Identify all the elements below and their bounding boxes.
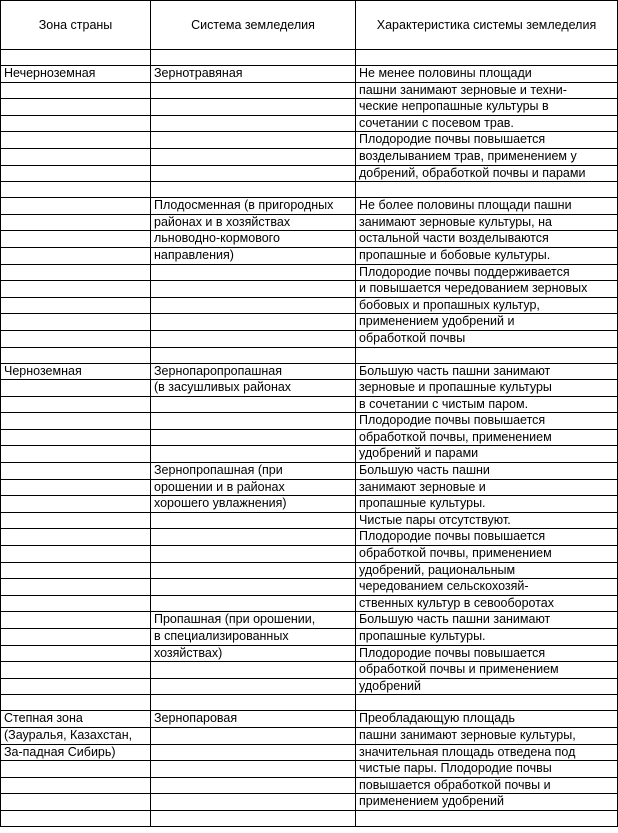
zone-cell <box>1 612 151 629</box>
zone-cell <box>1 695 151 711</box>
zone-cell <box>1 231 151 248</box>
system-cell <box>151 429 356 446</box>
table-row <box>1 330 618 347</box>
zone-cell: Степная зона <box>1 711 151 728</box>
table-row <box>1 115 618 132</box>
characteristic-cell: Большую часть пашни <box>356 463 618 480</box>
header-row <box>1 1 618 50</box>
zone-cell <box>1 132 151 149</box>
table-row <box>1 165 618 182</box>
characteristic-cell: зерновые и пропашные культуры <box>356 380 618 397</box>
system-cell <box>151 82 356 99</box>
table-row <box>1 182 618 198</box>
characteristic-cell: Плодородие почвы повышается <box>356 132 618 149</box>
characteristic-cell <box>356 50 618 66</box>
characteristic-cell: Большую часть пашни занимают <box>356 363 618 380</box>
system-cell <box>151 678 356 695</box>
system-cell <box>151 148 356 165</box>
zone-cell <box>1 115 151 132</box>
zone-cell <box>1 396 151 413</box>
header-system: Система земледелия <box>151 1 356 50</box>
characteristic-cell <box>356 695 618 711</box>
zone-cell <box>1 662 151 679</box>
system-cell <box>151 695 356 711</box>
characteristic-cell: значительная площадь отведена под <box>356 744 618 761</box>
zone-cell <box>1 446 151 463</box>
table-row <box>1 429 618 446</box>
table-row <box>1 662 618 679</box>
zone-cell <box>1 182 151 198</box>
table-row <box>1 314 618 331</box>
characteristic-cell: остальной части возделываются <box>356 231 618 248</box>
table-row <box>1 446 618 463</box>
zone-cell <box>1 761 151 778</box>
table-row <box>1 612 618 629</box>
zone-cell <box>1 214 151 231</box>
zone-cell <box>1 546 151 563</box>
characteristic-cell: пропашные культуры. <box>356 496 618 513</box>
system-cell <box>151 281 356 298</box>
characteristic-cell: пропашные и бобовые культуры. <box>356 247 618 264</box>
system-cell: льноводно-кормового <box>151 231 356 248</box>
table-row <box>1 479 618 496</box>
table-row <box>1 347 618 363</box>
system-cell <box>151 794 356 811</box>
system-cell: Зернопропашная (при <box>151 463 356 480</box>
system-cell <box>151 330 356 347</box>
table-row <box>1 214 618 231</box>
characteristic-cell: ческие непропашные культуры в <box>356 99 618 116</box>
characteristic-cell: Плодородие почвы повышается <box>356 529 618 546</box>
characteristic-cell: чистые пары. Плодородие почвы <box>356 761 618 778</box>
zone-cell <box>1 463 151 480</box>
zone-cell <box>1 479 151 496</box>
characteristic-cell: обработкой почвы, применением <box>356 429 618 446</box>
header-zone: Зона страны <box>1 1 151 50</box>
system-cell <box>151 777 356 794</box>
table-row <box>1 744 618 761</box>
zone-cell <box>1 148 151 165</box>
zone-cell <box>1 429 151 446</box>
characteristic-cell: Преобладающую площадь <box>356 711 618 728</box>
table-row <box>1 629 618 646</box>
system-cell <box>151 810 356 826</box>
characteristic-cell: повышается обработкой почвы и <box>356 777 618 794</box>
zone-cell <box>1 314 151 331</box>
table-row <box>1 794 618 811</box>
zone-cell <box>1 629 151 646</box>
zone-cell <box>1 347 151 363</box>
characteristic-cell: пропашные культуры. <box>356 629 618 646</box>
table-row <box>1 645 618 662</box>
characteristic-cell: Не менее половины площади <box>356 66 618 83</box>
system-cell: (в засушливых районах <box>151 380 356 397</box>
zone-cell <box>1 512 151 529</box>
system-cell <box>151 579 356 596</box>
system-cell <box>151 115 356 132</box>
characteristic-cell: Плодородие почвы повышается <box>356 645 618 662</box>
table-row <box>1 579 618 596</box>
zone-cell: Нечерноземная <box>1 66 151 83</box>
table-row <box>1 132 618 149</box>
system-cell <box>151 512 356 529</box>
zone-cell <box>1 82 151 99</box>
characteristic-cell: занимают зерновые и <box>356 479 618 496</box>
system-cell <box>151 761 356 778</box>
table-row <box>1 396 618 413</box>
system-cell <box>151 297 356 314</box>
system-cell: хозяйствах) <box>151 645 356 662</box>
zone-cell <box>1 810 151 826</box>
characteristic-cell: применением удобрений <box>356 794 618 811</box>
zone-cell <box>1 562 151 579</box>
table-row <box>1 380 618 397</box>
table-row <box>1 50 618 66</box>
system-cell: направления) <box>151 247 356 264</box>
table-row <box>1 82 618 99</box>
system-cell <box>151 562 356 579</box>
zone-cell <box>1 264 151 281</box>
table-row <box>1 711 618 728</box>
characteristic-cell: сочетании с посевом трав. <box>356 115 618 132</box>
table-row <box>1 413 618 430</box>
characteristic-cell: применением удобрений и <box>356 314 618 331</box>
characteristic-cell: обработкой почвы, применением <box>356 546 618 563</box>
table-row <box>1 562 618 579</box>
table-row <box>1 247 618 264</box>
table-row <box>1 363 618 380</box>
zone-cell <box>1 678 151 695</box>
characteristic-cell: Большую часть пашни занимают <box>356 612 618 629</box>
system-cell: Плодосменная (в пригородных <box>151 198 356 215</box>
zone-cell: (Зауралья, Казахстан, <box>1 727 151 744</box>
table-row <box>1 148 618 165</box>
system-cell: Зернопаропропашная <box>151 363 356 380</box>
table-row <box>1 595 618 612</box>
characteristic-cell: занимают зерновые культуры, на <box>356 214 618 231</box>
characteristic-cell: добрений, обработкой почвы и парами <box>356 165 618 182</box>
characteristic-cell: обработкой почвы <box>356 330 618 347</box>
system-cell <box>151 662 356 679</box>
table-row <box>1 496 618 513</box>
zone-cell <box>1 794 151 811</box>
characteristic-cell: удобрений <box>356 678 618 695</box>
characteristic-cell: в сочетании с чистым паром. <box>356 396 618 413</box>
system-cell <box>151 264 356 281</box>
system-cell <box>151 165 356 182</box>
system-cell <box>151 413 356 430</box>
zone-cell <box>1 645 151 662</box>
characteristic-cell: пашни занимают зерновые и техни- <box>356 82 618 99</box>
characteristic-cell: Чистые пары отсутствуют. <box>356 512 618 529</box>
table-row <box>1 198 618 215</box>
table-row <box>1 761 618 778</box>
table-row <box>1 66 618 83</box>
characteristic-cell: удобрений, рациональным <box>356 562 618 579</box>
system-cell <box>151 595 356 612</box>
characteristic-cell: ственных культур в севооборотах <box>356 595 618 612</box>
zone-cell: Черноземная <box>1 363 151 380</box>
system-cell <box>151 50 356 66</box>
table-row <box>1 99 618 116</box>
characteristic-cell: обработкой почвы и применением <box>356 662 618 679</box>
table-row <box>1 727 618 744</box>
characteristic-cell: удобрений и парами <box>356 446 618 463</box>
system-cell: Пропашная (при орошении, <box>151 612 356 629</box>
table-row <box>1 810 618 826</box>
system-cell <box>151 347 356 363</box>
characteristic-cell: бобовых и пропашных культур, <box>356 297 618 314</box>
characteristic-cell: и повышается чередованием зерновых <box>356 281 618 298</box>
characteristic-cell: Не более половины площади пашни <box>356 198 618 215</box>
zone-cell <box>1 99 151 116</box>
table-body <box>1 50 618 827</box>
characteristic-cell: возделыванием трав, применением у <box>356 148 618 165</box>
system-cell: орошении и в районах <box>151 479 356 496</box>
system-cell <box>151 727 356 744</box>
characteristic-cell <box>356 810 618 826</box>
zone-cell <box>1 529 151 546</box>
table-row <box>1 678 618 695</box>
zone-cell <box>1 247 151 264</box>
characteristic-cell: чередованием сельскохозяй- <box>356 579 618 596</box>
zone-cell <box>1 297 151 314</box>
table-row <box>1 281 618 298</box>
characteristic-cell <box>356 182 618 198</box>
system-cell <box>151 744 356 761</box>
zone-cell <box>1 595 151 612</box>
system-cell <box>151 446 356 463</box>
table-row <box>1 546 618 563</box>
system-cell: хорошего увлажнения) <box>151 496 356 513</box>
zone-cell <box>1 579 151 596</box>
zone-cell <box>1 165 151 182</box>
zone-cell <box>1 50 151 66</box>
system-cell <box>151 99 356 116</box>
table-row <box>1 529 618 546</box>
system-cell <box>151 182 356 198</box>
system-cell: Зернопаровая <box>151 711 356 728</box>
zone-cell <box>1 198 151 215</box>
system-cell <box>151 314 356 331</box>
table-row <box>1 231 618 248</box>
system-cell: Зернотравяная <box>151 66 356 83</box>
system-cell <box>151 132 356 149</box>
zone-cell <box>1 777 151 794</box>
zone-cell <box>1 413 151 430</box>
characteristic-cell: Плодородие почвы повышается <box>356 413 618 430</box>
header-characteristic: Характеристика системы земледелия <box>356 1 618 50</box>
system-cell <box>151 396 356 413</box>
table-row <box>1 512 618 529</box>
zone-cell: За-падная Сибирь) <box>1 744 151 761</box>
table-row <box>1 297 618 314</box>
table-row <box>1 264 618 281</box>
system-cell: районах и в хозяйствах <box>151 214 356 231</box>
system-cell <box>151 546 356 563</box>
zone-cell <box>1 380 151 397</box>
characteristic-cell: пашни занимают зерновые культуры, <box>356 727 618 744</box>
zone-cell <box>1 330 151 347</box>
characteristic-cell: Плодородие почвы поддерживается <box>356 264 618 281</box>
table-row <box>1 695 618 711</box>
zone-cell <box>1 496 151 513</box>
table-row <box>1 463 618 480</box>
system-cell <box>151 529 356 546</box>
table-row <box>1 777 618 794</box>
zone-cell <box>1 281 151 298</box>
characteristic-cell <box>356 347 618 363</box>
system-cell: в специализированных <box>151 629 356 646</box>
